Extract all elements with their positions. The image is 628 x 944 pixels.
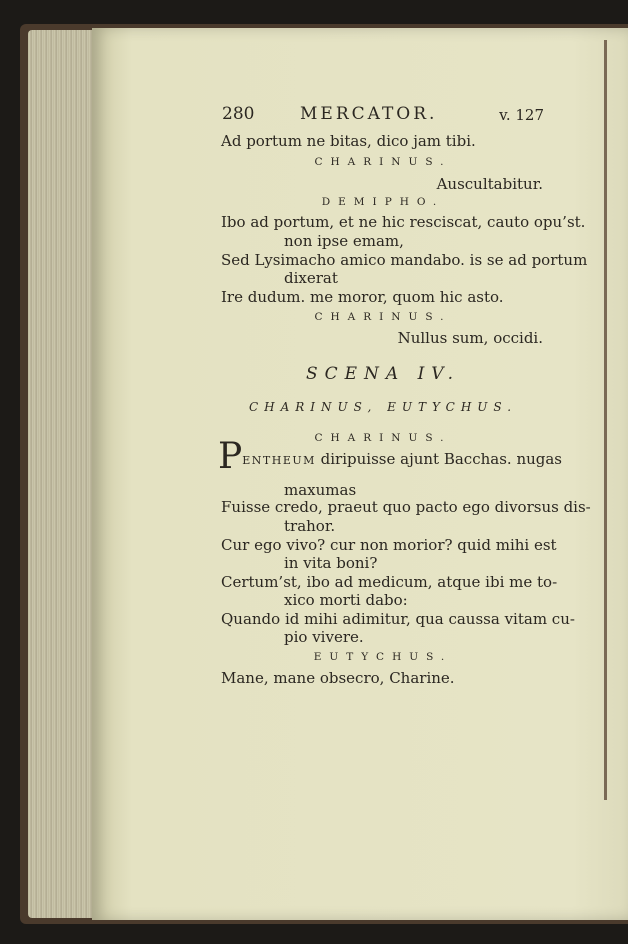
verse-line: Nullus sum, occidi.	[397, 329, 543, 347]
running-header	[222, 104, 544, 128]
verse-continuation: in vita boni?	[284, 554, 378, 572]
verse-line: Quando id mihi adimitur, qua caussa vitam cu-	[221, 610, 575, 628]
first-line-text: diripuisse ajunt Bacchas. nugas	[315, 450, 563, 468]
verse-line: Certum’st, ibo ad medicum, atque ibi me to-	[221, 573, 558, 591]
verse-line: Ire dudum. me moror, quom hic asto.	[221, 288, 504, 306]
scene-persons: CHARINUS, EUTYCHUS.	[248, 400, 518, 414]
scene-title: SCENA IV.	[305, 364, 461, 384]
verse-line: Ad portum ne bitas, dico jam tibi.	[221, 132, 476, 150]
verse-continuation: trahor.	[284, 517, 336, 535]
verse-continuation: non ipse emam,	[284, 232, 404, 250]
small-caps-word: ENTHEUM	[242, 454, 316, 467]
verse-line: Cur ego vivo? cur non morior? quid mihi est	[221, 536, 557, 554]
verse-number: v. 127	[499, 106, 544, 124]
page-number: 280	[222, 104, 255, 124]
verse-continuation: dixerat	[284, 269, 338, 287]
verse-line: Fuisse credo, praeut quo pacto ego divorsus dis-	[221, 498, 591, 516]
speaker-name: CHARINUS.	[314, 311, 452, 323]
speaker-name: DEMIPHO.	[321, 196, 445, 208]
speaker-name: CHARINUS.	[314, 432, 452, 444]
page-fold-shadow	[604, 40, 607, 800]
verse-line: Ibo ad portum, et ne hic resciscat, cauto opu’st.	[221, 213, 586, 231]
speaker-name: EUTYCHUS.	[313, 651, 453, 663]
speaker-name: CHARINUS.	[314, 156, 452, 168]
verse-continuation: maxumas	[284, 481, 357, 499]
running-title: MERCATOR.	[300, 104, 438, 124]
verse-line: Mane, mane obsecro, Charine.	[221, 669, 455, 687]
verse-line: Auscultabitur.	[436, 175, 543, 193]
verse-continuation: xico morti dabo:	[284, 591, 408, 609]
drop-cap: P	[218, 436, 243, 477]
verse-line: Sed Lysimacho amico mandabo. is se ad portum	[221, 251, 588, 269]
verse-continuation: pio vivere.	[284, 628, 364, 646]
